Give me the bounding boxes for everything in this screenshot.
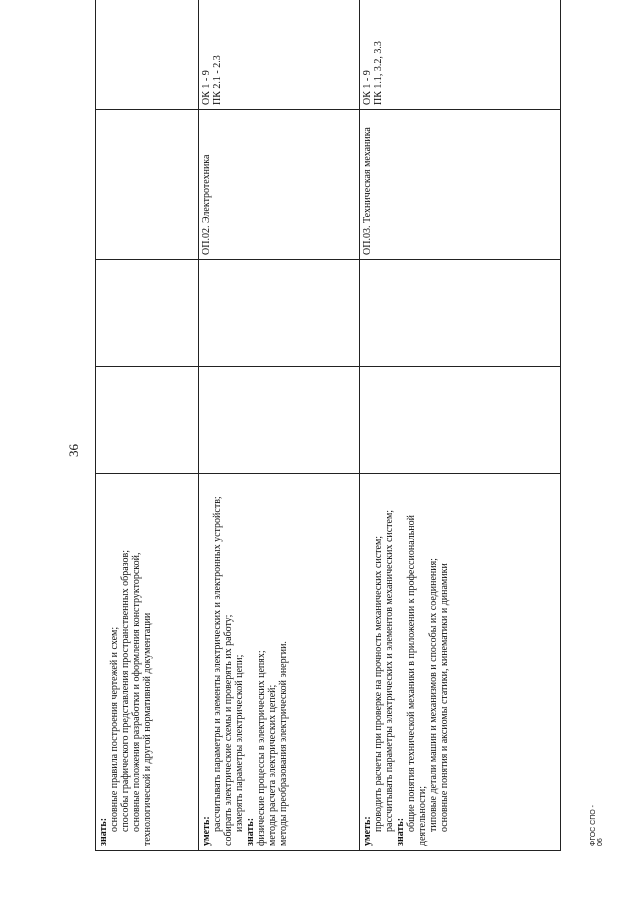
- competency-codes-cell: [96, 0, 199, 110]
- requirement-line: методы преобразования электрической энергии.: [278, 641, 289, 846]
- requirement-line: основные правила построения чертежей и схем;: [109, 626, 120, 832]
- table-row: [96, 0, 199, 851]
- requirement-line: рассчитывать параметры электрических и элементов механических систем;: [384, 509, 395, 832]
- empty-cell: [199, 367, 360, 474]
- section-label: знать:: [98, 817, 109, 846]
- rotated-table-container: [95, 43, 560, 851]
- footer-code: ФГОС СПО - 06: [590, 805, 604, 846]
- competency-codes-cell: ОК 1 - 9 ПК 2.1 - 2.3: [199, 0, 360, 110]
- requirement-line: собирать электрические схемы и проверять их работу;: [223, 614, 234, 846]
- discipline-cell: [96, 110, 199, 260]
- table-row: [199, 0, 360, 851]
- requirement-line: основные понятия и аксиомы статики, кинематики и динамики: [439, 563, 450, 832]
- empty-cell: [199, 260, 360, 367]
- section-label: знать:: [395, 817, 406, 846]
- requirement-line: физические процессы в электрических цепях;: [256, 650, 267, 846]
- requirement-line: измерять параметры электрической цепи;: [234, 654, 245, 832]
- competency-codes-cell: ОК 1 - 9 ПК 1.1, 3.2, 3.3: [360, 0, 561, 110]
- requirements-cell: [96, 474, 199, 851]
- discipline-cell: ОП.02. Электротехника: [199, 110, 360, 260]
- section-label: знать:: [245, 817, 256, 846]
- competency-table: [95, 0, 561, 851]
- empty-cell: [96, 367, 199, 474]
- empty-cell: [96, 260, 199, 367]
- empty-cell: [360, 367, 561, 474]
- requirement-line: способы графического представления пространственных образов;: [120, 549, 131, 832]
- requirement-line: проводить расчеты при проверке на прочность механических систем;: [373, 535, 384, 832]
- empty-cell: [360, 260, 561, 367]
- requirement-line: рассчитывать параметры и элементы электрических и электронных устройств;: [212, 496, 223, 832]
- section-label: уметь:: [201, 816, 212, 846]
- table-row: [360, 0, 561, 851]
- section-label: уметь:: [362, 816, 373, 846]
- requirement-line: общие понятия технической механики в приложении к профессиональной деятельности;: [406, 515, 428, 846]
- requirement-line: основные положения разработки и оформления конструкторской, технологической и другой нормативной документации: [131, 552, 153, 846]
- requirements-cell: [360, 474, 561, 851]
- requirements-cell: [199, 474, 360, 851]
- requirement-line: типовые детали машин и механизмов и способы их соединения;: [428, 558, 439, 832]
- requirement-line: методы расчета электрических цепей;: [267, 684, 278, 846]
- page-number: 36: [66, 444, 81, 457]
- discipline-cell: ОП.03. Техническая механика: [360, 110, 561, 260]
